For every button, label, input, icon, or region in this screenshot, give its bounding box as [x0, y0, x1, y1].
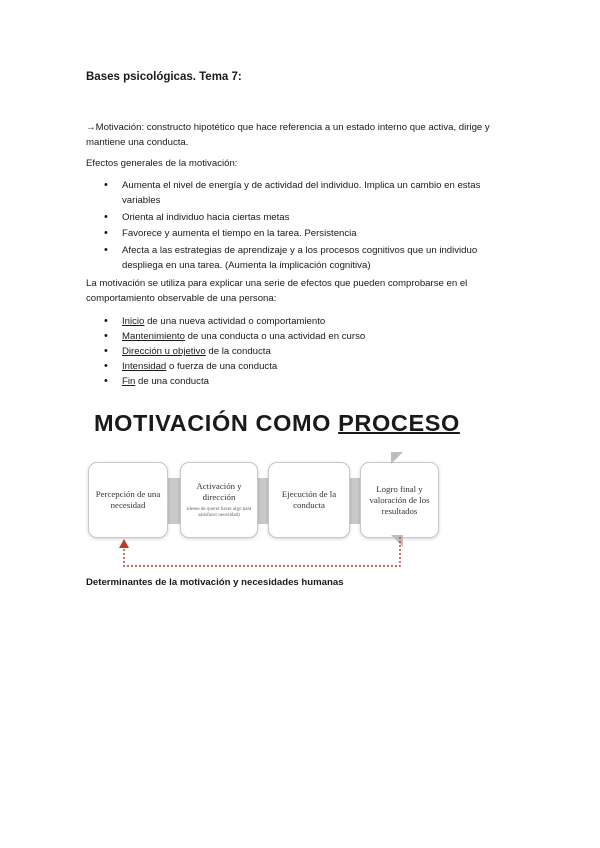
usage-rest: de una conducta o una actividad en curso	[184, 331, 366, 342]
step-label: Logro final y valoración de los resultados	[369, 483, 430, 516]
usage-paragraph: La motivación se utiliza para explicar una serie de efectos que pueden comprobarse en el comportamiento observable de una persona:	[86, 278, 468, 304]
usage-rest: de la conducta	[205, 346, 271, 357]
usage-term: Fin	[122, 376, 136, 387]
usage-term: Intensidad	[122, 361, 167, 372]
usage-term: Dirección u objetivo	[122, 346, 206, 357]
list-item: • Favorece y aumenta el tiempo en la tarea. Persistencia	[104, 226, 514, 241]
usage-rest: de una conducta	[135, 376, 209, 387]
usage-rest: de una nueva actividad o comportamiento	[144, 316, 326, 327]
list-item: • Orienta al individuo hacia ciertas metas	[104, 210, 514, 225]
page-title: Bases psicológicas. Tema 7:	[86, 71, 242, 83]
usage-term: Inicio	[122, 316, 145, 327]
feedback-arrowhead-icon	[119, 539, 129, 548]
step-label: Percepción de una necesidad	[95, 489, 161, 510]
corner-marker-icon	[391, 452, 403, 464]
usage-term: Mantenimiento	[122, 331, 185, 342]
effects-heading: Efectos generales de la motivación:	[86, 158, 238, 169]
section-heading-determinantes: Determinantes de la motivación y necesidades humanas	[86, 577, 344, 588]
step-label: Ejecución de la conducta	[281, 489, 337, 510]
diagram-title-prefix: MOTIVACIÓN COMO	[94, 410, 339, 436]
corner-marker-icon	[391, 535, 403, 547]
step-label: Activación y dirección	[196, 480, 242, 502]
diagram-title-emph: PROCESO	[338, 410, 460, 436]
arrow-icon: →	[86, 122, 96, 133]
step-sublabel: (deseo de querer hacer algo para satisfacer necesidad)	[186, 506, 252, 518]
feedback-loop-line	[124, 537, 400, 566]
intro-text: Motivación: constructo hipotético que hace referencia a un estado interno que activa, dirige y mantiene una conducta.	[86, 122, 490, 148]
usage-rest: o fuerza de una conducta	[166, 361, 278, 372]
list-item: • Afecta a las estrategias de aprendizaje y a los procesos cognitivos que un individuo despliega en una tarea. (Aumenta la implicación cognitiva)	[104, 243, 514, 273]
list-item: • Aumenta el nivel de energía y de actividad del individuo. Implica un cambio en estas variables	[104, 178, 514, 208]
